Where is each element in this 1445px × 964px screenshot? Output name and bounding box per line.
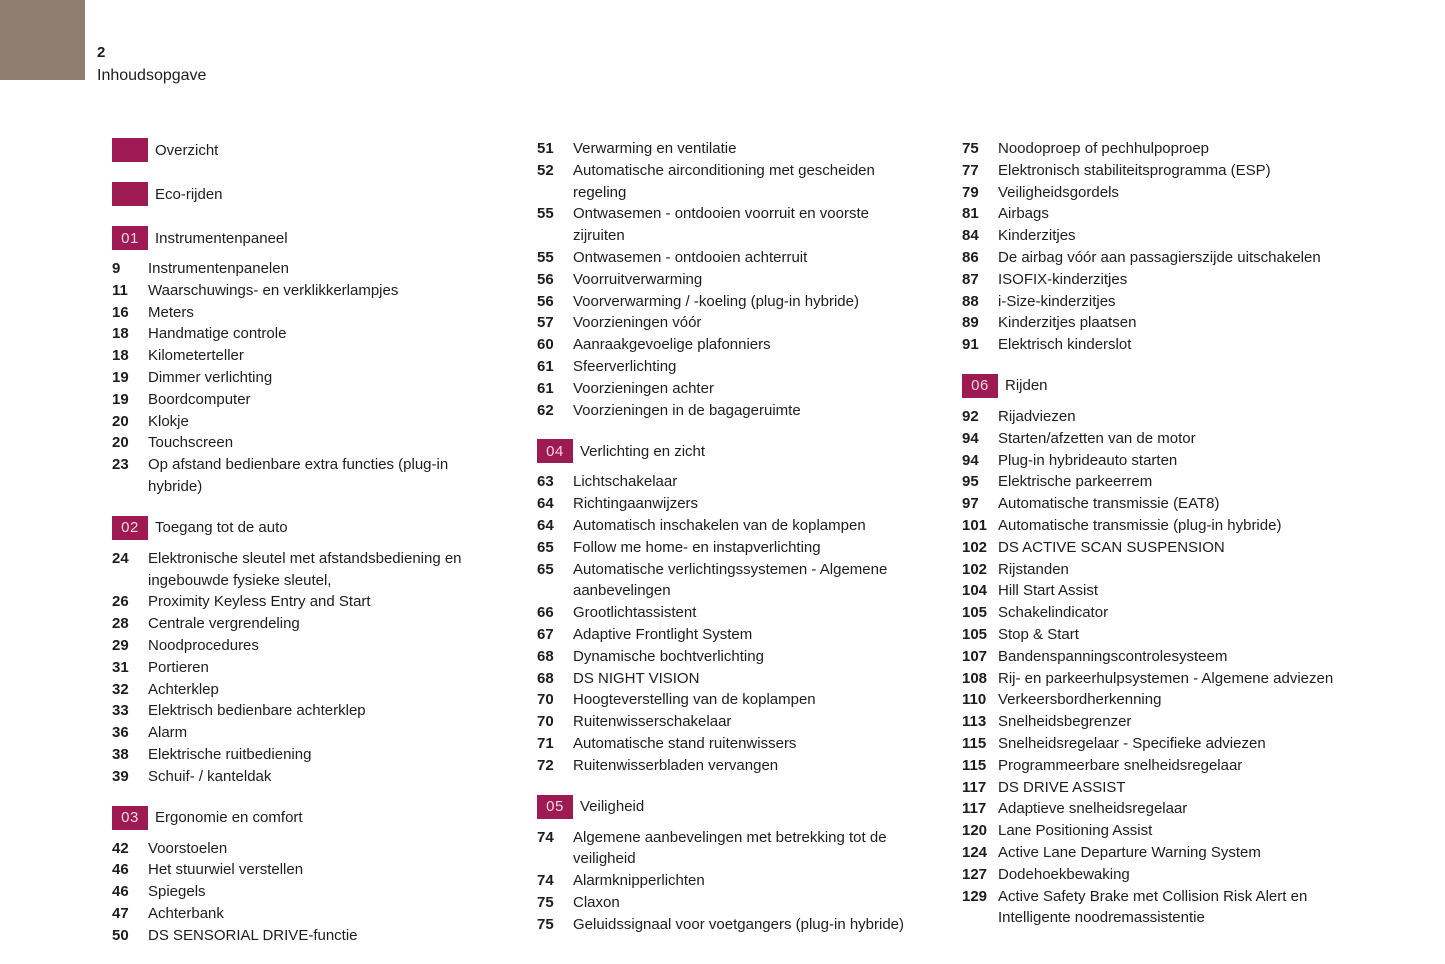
entry-title: Voorstoelen [148, 839, 228, 857]
entry-page-number: 11 [112, 281, 128, 299]
toc-entry [537, 624, 910, 646]
entry-title: Elektrisch bedienbare achterklep [148, 702, 366, 720]
entry-title: Ontwasemen - ontdooien achterruit [573, 248, 808, 266]
entry-page-number: 62 [537, 401, 554, 419]
toc-entry [112, 548, 490, 592]
entry-title: Achterklep [148, 680, 219, 698]
entry-page-number: 104 [962, 582, 988, 600]
entry-page-number: 68 [537, 669, 554, 687]
toc-entry [537, 203, 910, 247]
entry-page-number: 77 [962, 161, 979, 179]
entry-title: Claxon [573, 893, 620, 911]
toc-entry [112, 389, 490, 411]
entry-title: i-Size-kinderzitjes [998, 292, 1116, 310]
toc-entry [537, 291, 910, 313]
entry-title: Automatische verlichtingssystemen - Algemene aanbevelingen [573, 560, 888, 600]
toc-entry [112, 903, 490, 925]
entry-title: Automatisch inschakelen van de koplampen [573, 516, 866, 534]
entry-page-number: 20 [112, 412, 129, 430]
entry-title: ISOFIX-kinderzitjes [998, 270, 1128, 288]
entry-page-number: 75 [962, 140, 979, 157]
entry-title: Instrumentenpanelen [148, 260, 289, 277]
entry-page-number: 75 [537, 915, 554, 933]
entry-page-number: 55 [537, 205, 554, 223]
entry-page-number: 70 [537, 713, 554, 731]
entry-title: Snelheidsregelaar - Specifieke adviezen [998, 734, 1266, 752]
toc-entry [962, 733, 1347, 755]
entry-title: Stop & Start [998, 625, 1079, 643]
entry-title: Automatische transmissie (EAT8) [998, 495, 1220, 513]
entry-page-number: 105 [962, 604, 988, 622]
toc-entry [112, 925, 490, 947]
toc-entry [112, 432, 490, 454]
entry-title: Rij- en parkeerhulpsystemen - Algemene adviezen [998, 669, 1334, 687]
section-header [537, 795, 910, 819]
toc-entry [537, 602, 910, 624]
entry-title: Ruitenwisserschakelaar [573, 713, 732, 731]
entry-title: Lane Positioning Assist [998, 822, 1153, 840]
entry-title: Alarm [148, 724, 188, 742]
entry-title: Op afstand bedienbare extra functies (plug-in hybride) [148, 456, 449, 495]
toc-entry [537, 247, 910, 269]
entry-page-number: 108 [962, 669, 988, 687]
section-title: Ergonomie en comfort [155, 809, 303, 827]
section-header [962, 374, 1347, 398]
entry-page-number: 95 [962, 473, 979, 491]
entry-page-number: 52 [537, 161, 554, 179]
entry-page-number: 81 [962, 205, 979, 223]
section-title: Verlichting en zicht [580, 442, 706, 460]
section-title: Overzicht [155, 141, 219, 159]
entry-title: DS DRIVE ASSIST [998, 778, 1126, 796]
entry-page-number: 66 [537, 604, 554, 622]
entry-page-number: 70 [537, 691, 554, 709]
section-color-badge [112, 138, 148, 162]
entry-page-number: 56 [537, 292, 554, 310]
entry-page-number: 65 [537, 538, 554, 556]
section-header [112, 182, 490, 206]
entry-page-number: 72 [537, 756, 554, 774]
entry-page-number: 94 [962, 429, 979, 447]
entry-page-number: 56 [537, 270, 554, 288]
entry-title: Noodprocedures [148, 636, 259, 654]
entry-page-number: 39 [112, 767, 129, 785]
entry-title: DS SENSORIAL DRIVE-functie [148, 926, 358, 944]
entry-page-number: 31 [112, 658, 129, 676]
toc-entry [537, 378, 910, 400]
toc-entry [962, 689, 1347, 711]
entry-page-number: 71 [537, 734, 554, 752]
section-color-badge [112, 182, 148, 206]
entry-page-number: 26 [112, 593, 129, 611]
entry-page-number: 46 [112, 883, 129, 901]
entry-title: Geluidssignaal voor voetgangers (plug-in hybride) [573, 915, 905, 933]
section-number-badge: 04 [537, 439, 573, 463]
entry-title: Boordcomputer [148, 390, 251, 408]
toc-entry [962, 580, 1347, 602]
toc-entry [112, 367, 490, 389]
entry-title: De airbag vóór aan passagierszijde uitschakelen [998, 248, 1321, 266]
entry-page-number: 87 [962, 270, 979, 288]
entry-page-number: 65 [537, 560, 554, 578]
entry-title: Elektrische parkeerrem [998, 473, 1153, 491]
section-number-badge: 06 [962, 374, 998, 398]
entry-page-number: 115 [962, 756, 987, 774]
toc-entry [537, 892, 910, 914]
entry-title: Voorverwarming / -koeling (plug-in hybride) [573, 292, 859, 310]
section-header [112, 806, 490, 830]
toc-entry [112, 454, 490, 498]
toc-entry [112, 613, 490, 635]
entry-title: Veiligheidsgordels [998, 183, 1119, 201]
entry-title: Dimmer verlichting [148, 368, 273, 386]
toc-entry [537, 334, 910, 356]
entry-title: Ontwasemen - ontdooien voorruit en voorste zijruiten [573, 205, 869, 245]
toc-entry [112, 411, 490, 433]
toc-entry [537, 711, 910, 733]
corner-decoration [0, 0, 85, 80]
section-header [537, 439, 910, 463]
entry-page-number: 74 [537, 828, 554, 846]
toc-column-1 [112, 138, 490, 947]
toc-entry [962, 291, 1347, 313]
entry-title: Achterbank [148, 904, 224, 922]
entry-page-number: 75 [537, 893, 554, 911]
entry-title: Handmatige controle [148, 325, 287, 343]
entry-title: Klokje [148, 412, 189, 430]
toc-entry [962, 864, 1347, 886]
entry-page-number: 57 [537, 314, 554, 332]
entry-page-number: 19 [112, 368, 129, 386]
section-header [112, 516, 490, 540]
section-number-badge: 01 [112, 226, 148, 250]
entry-title: Starten/afzetten van de motor [998, 429, 1196, 447]
entry-title: Hill Start Assist [998, 582, 1099, 600]
toc-entry [962, 820, 1347, 842]
section-title: Veiligheid [580, 798, 645, 816]
entry-title: Richtingaanwijzers [573, 495, 699, 513]
entry-title: Dynamische bochtverlichting [573, 647, 764, 665]
entry-title: Hoogteverstelling van de koplampen [573, 691, 816, 709]
toc-entry [537, 515, 910, 537]
entry-title: Voorruitverwarming [573, 270, 703, 288]
entry-page-number: 61 [537, 357, 554, 375]
toc-entry [962, 493, 1347, 515]
toc-entry [112, 280, 490, 302]
entry-page-number: 51 [537, 140, 554, 157]
toc-entry [962, 559, 1347, 581]
toc-entry [537, 269, 910, 291]
toc-entry [537, 471, 910, 493]
toc-entry [112, 722, 490, 744]
entry-title: Grootlichtassistent [573, 604, 697, 622]
page-header [97, 44, 206, 87]
entry-title: Verwarming en ventilatie [573, 140, 737, 157]
entry-page-number: 64 [537, 516, 554, 534]
entry-title: Elektronisch stabiliteitsprogramma (ESP) [998, 161, 1271, 179]
section-title: Toegang tot de auto [155, 519, 288, 537]
toc-entry [962, 602, 1347, 624]
entry-title: Ruitenwisserbladen vervangen [573, 756, 779, 774]
entry-page-number: 16 [112, 303, 129, 321]
toc-entry [962, 471, 1347, 493]
entry-page-number: 33 [112, 702, 129, 720]
entry-title: Bandenspanningscontrolesysteem [998, 647, 1228, 665]
toc-entry [112, 258, 490, 280]
entry-title: DS NIGHT VISION [573, 669, 700, 687]
toc-entry [537, 870, 910, 892]
toc-entry [112, 591, 490, 613]
section-header [112, 138, 490, 162]
toc-entry [962, 646, 1347, 668]
toc-entry [962, 755, 1347, 777]
toc-entry [962, 515, 1347, 537]
section-title: Instrumentenpaneel [155, 229, 288, 247]
entry-page-number: 18 [112, 325, 129, 343]
entry-page-number: 64 [537, 495, 554, 513]
toc-entry [962, 842, 1347, 864]
entry-title: Voorzieningen achter [573, 379, 714, 397]
toc-entry [962, 203, 1347, 225]
entry-title: Kinderzitjes [998, 227, 1076, 245]
entry-page-number: 61 [537, 379, 554, 397]
entry-title: Voorzieningen in de bagageruimte [573, 401, 801, 419]
section-number-badge: 05 [537, 795, 573, 819]
toc-entry [962, 777, 1347, 799]
toc-entry [962, 624, 1347, 646]
toc-column-3 [962, 138, 1347, 947]
entry-page-number: 29 [112, 636, 129, 654]
entry-page-number: 115 [962, 734, 987, 752]
entry-page-number: 84 [962, 227, 979, 245]
entry-page-number: 9 [112, 260, 121, 277]
toc-entry [962, 668, 1347, 690]
toc-entry [112, 679, 490, 701]
entry-title: Verkeersbordherkenning [998, 691, 1162, 709]
entry-title: Centrale vergrendeling [148, 615, 300, 633]
entry-page-number: 36 [112, 724, 129, 742]
section-title: Eco-rijden [155, 185, 223, 203]
section-title: Rijden [1005, 377, 1048, 395]
entry-page-number: 86 [962, 248, 979, 266]
toc-entry [962, 334, 1347, 356]
toc-entry [112, 345, 490, 367]
toc-entry [537, 493, 910, 515]
toc-entry [537, 827, 910, 871]
entry-page-number: 102 [962, 560, 988, 578]
entry-page-number: 91 [962, 336, 979, 354]
entry-page-number: 97 [962, 495, 979, 513]
entry-title: Sfeerverlichting [573, 357, 677, 375]
toc-entry [962, 138, 1347, 160]
page-title: Inhoudsopgave [97, 67, 207, 84]
entry-page-number: 127 [962, 865, 988, 883]
entry-title: Adaptive Frontlight System [573, 625, 753, 643]
entry-title: Elektrisch kinderslot [998, 336, 1132, 354]
entry-title: Rijadviezen [998, 407, 1076, 425]
entry-title: DS ACTIVE SCAN SUSPENSION [998, 538, 1225, 556]
toc-entry [537, 537, 910, 559]
toc-entry [112, 657, 490, 679]
toc-entry [112, 635, 490, 657]
entry-title: Schakelindicator [998, 604, 1109, 622]
entry-page-number: 67 [537, 625, 554, 643]
entry-title: Spiegels [148, 883, 206, 901]
toc-entry [962, 711, 1347, 733]
entry-page-number: 23 [112, 456, 129, 474]
toc-entry [537, 755, 910, 777]
entry-title: Automatische transmissie (plug-in hybride) [998, 516, 1282, 534]
entry-title: Elektrische ruitbediening [148, 745, 312, 763]
entry-page-number: 124 [962, 843, 988, 861]
entry-title: Programmeerbare snelheidsregelaar [998, 756, 1243, 774]
toc-entry [112, 323, 490, 345]
entry-page-number: 101 [962, 516, 988, 534]
entry-title: Dodehoekbewaking [998, 865, 1130, 883]
section-number-badge: 03 [112, 806, 148, 830]
entry-title: Alarmknipperlichten [573, 872, 705, 890]
section-number-badge: 02 [112, 516, 148, 540]
entry-page-number: 105 [962, 625, 988, 643]
entry-page-number: 60 [537, 336, 554, 354]
toc-entry [962, 247, 1347, 269]
entry-page-number: 55 [537, 248, 554, 266]
toc-entry [537, 356, 910, 378]
entry-page-number: 117 [962, 800, 987, 818]
entry-page-number: 28 [112, 615, 129, 633]
entry-title: Algemene aanbevelingen met betrekking tot de veiligheid [573, 828, 887, 868]
toc-entry [962, 312, 1347, 334]
entry-title: Waarschuwings- en verklikkerlampjes [148, 281, 399, 299]
entry-title: Active Lane Departure Warning System [998, 843, 1261, 861]
entry-page-number: 74 [537, 872, 554, 890]
toc-entry [112, 700, 490, 722]
entry-page-number: 89 [962, 314, 979, 332]
toc-entry [537, 138, 910, 160]
entry-title: Adaptieve snelheidsregelaar [998, 800, 1188, 818]
toc-entry [962, 160, 1347, 182]
toc-entry [537, 312, 910, 334]
entry-page-number: 107 [962, 647, 988, 665]
toc-entry [537, 646, 910, 668]
entry-page-number: 129 [962, 887, 988, 905]
entry-title: Automatische stand ruitenwissers [573, 734, 797, 752]
entry-page-number: 32 [112, 680, 129, 698]
entry-title: Plug-in hybrideauto starten [998, 451, 1178, 469]
entry-page-number: 46 [112, 861, 129, 879]
entry-page-number: 79 [962, 183, 979, 201]
entry-title: Voorzieningen vóór [573, 314, 702, 332]
toc-entry [112, 881, 490, 903]
entry-page-number: 110 [962, 691, 987, 709]
entry-page-number: 18 [112, 347, 129, 365]
entry-title: Airbags [998, 205, 1049, 223]
entry-page-number: 68 [537, 647, 554, 665]
toc-entry [112, 302, 490, 324]
entry-page-number: 42 [112, 839, 129, 857]
entry-page-number: 47 [112, 904, 129, 922]
toc-entry [112, 859, 490, 881]
entry-page-number: 120 [962, 822, 988, 840]
entry-page-number: 102 [962, 538, 988, 556]
entry-title: Noodoproep of pechhulpoproep [998, 140, 1210, 157]
toc-column-2 [537, 138, 910, 947]
toc-entry [537, 733, 910, 755]
toc-entry [537, 668, 910, 690]
entry-title: Active Safety Brake met Collision Risk Alert en Intelligente noodremassistentie [998, 887, 1308, 927]
toc-entry [112, 766, 490, 788]
toc-entry [962, 225, 1347, 247]
toc-entry [962, 428, 1347, 450]
toc-entry [962, 537, 1347, 559]
toc-entry [962, 798, 1347, 820]
entry-title: Touchscreen [148, 434, 234, 452]
toc-entry [962, 886, 1347, 930]
entry-page-number: 19 [112, 390, 129, 408]
toc-entry [537, 160, 910, 204]
toc-columns [112, 138, 1347, 947]
entry-page-number: 88 [962, 292, 979, 310]
entry-page-number: 20 [112, 434, 129, 452]
entry-page-number: 117 [962, 778, 987, 796]
entry-title: Meters [148, 303, 194, 321]
entry-page-number: 63 [537, 473, 554, 491]
toc-entry [962, 406, 1347, 428]
entry-title: Follow me home- en instapverlichting [573, 538, 821, 556]
entry-page-number: 94 [962, 451, 979, 469]
entry-page-number: 24 [112, 549, 129, 567]
toc-entry [112, 744, 490, 766]
entry-title: Het stuurwiel verstellen [148, 861, 304, 879]
entry-page-number: 92 [962, 407, 979, 425]
page-number: 2 [97, 44, 106, 61]
toc-entry [537, 689, 910, 711]
entry-title: Kilometerteller [148, 347, 244, 365]
toc-entry [537, 914, 910, 936]
toc-entry [537, 400, 910, 422]
entry-page-number: 38 [112, 745, 129, 763]
entry-title: Portieren [148, 658, 209, 676]
entry-title: Elektronische sleutel met afstandsbediening en ingebouwde fysieke sleutel, [148, 549, 462, 589]
entry-title: Automatische airconditioning met gescheiden regeling [573, 161, 875, 201]
entry-title: Snelheidsbegrenzer [998, 713, 1132, 731]
toc-entry [962, 269, 1347, 291]
entry-title: Proximity Keyless Entry and Start [148, 593, 371, 611]
toc-entry [962, 450, 1347, 472]
toc-entry [537, 559, 910, 603]
entry-title: Lichtschakelaar [573, 473, 678, 491]
entry-title: Rijstanden [998, 560, 1069, 578]
toc-entry [112, 838, 490, 860]
entry-title: Schuif- / kanteldak [148, 767, 272, 785]
entry-page-number: 113 [962, 713, 987, 731]
entry-title: Aanraakgevoelige plafonniers [573, 336, 771, 354]
toc-entry [962, 182, 1347, 204]
section-header [112, 226, 490, 250]
entry-page-number: 50 [112, 926, 129, 944]
entry-title: Kinderzitjes plaatsen [998, 314, 1137, 332]
